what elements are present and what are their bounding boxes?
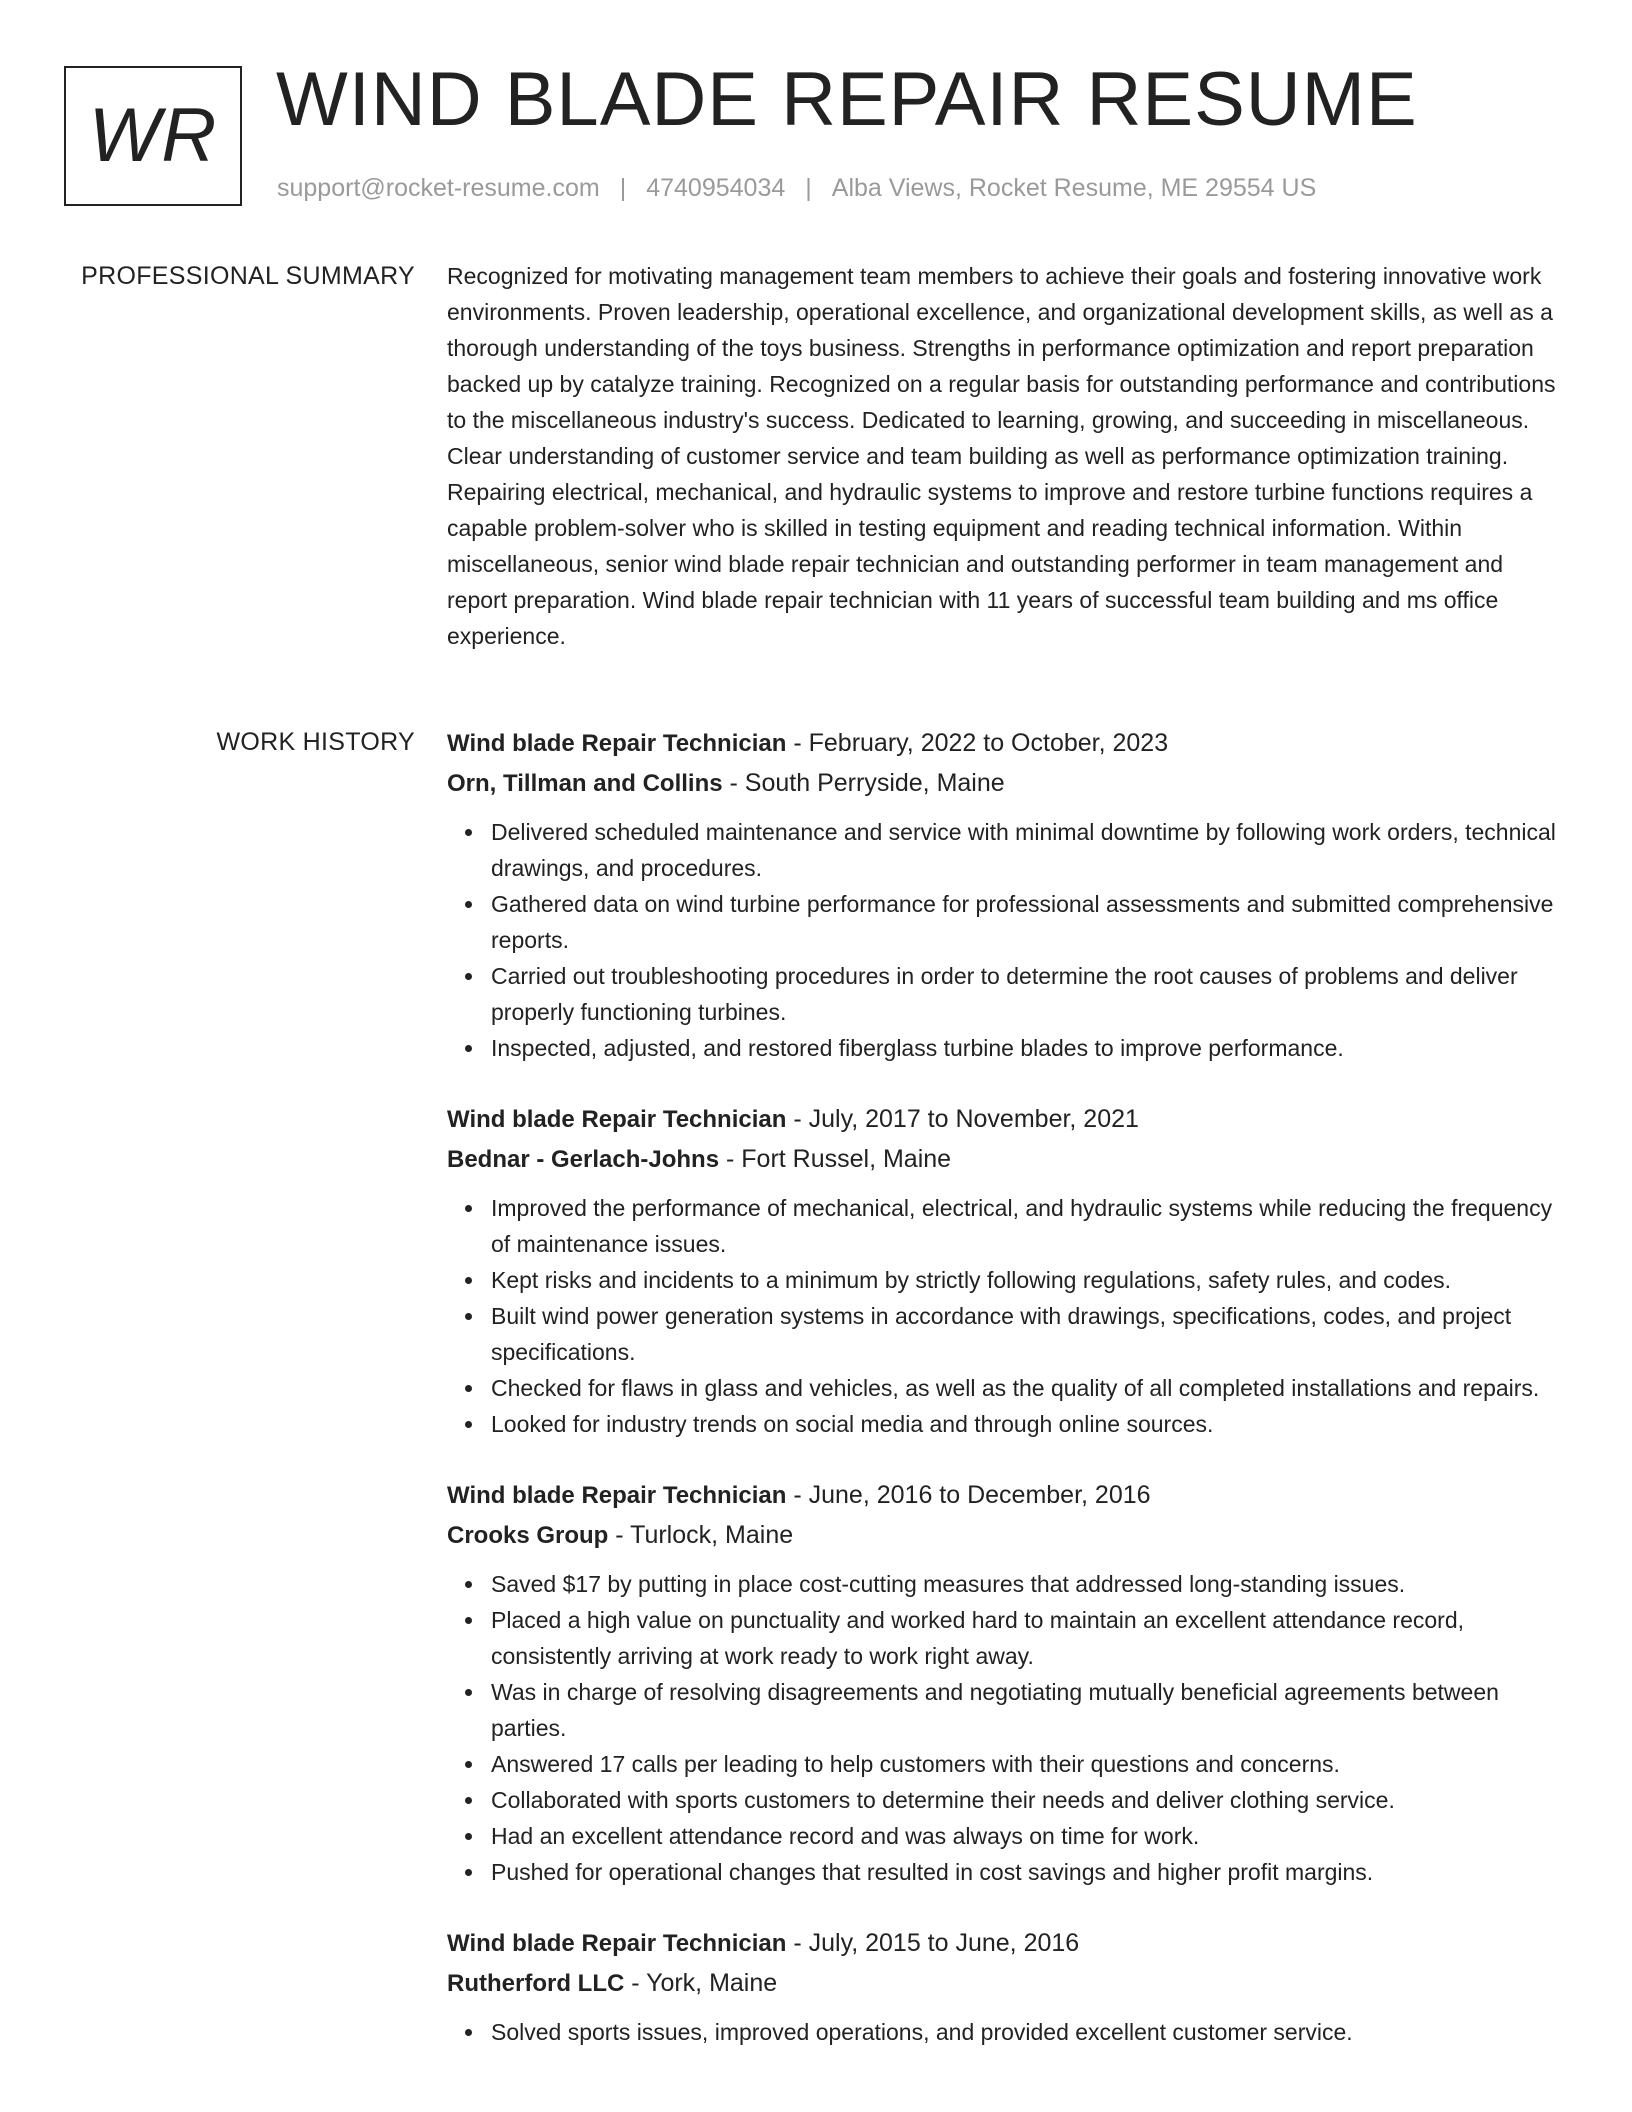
job-bullets [447,1190,1567,1442]
job-location: - Fort Russel, Maine [719,1145,952,1173]
job-company: Bednar - Gerlach-Johns [447,1146,720,1173]
job-company-line [447,1139,1567,1180]
job-bullet: Answered 17 calls per leading to help customers with their questions and concerns. [491,1746,1567,1782]
contact-phone: 4740954034 [646,174,786,202]
job-dates: - July, 2017 to November, 2021 [786,1105,1139,1133]
resume-title: WIND BLADE REPAIR RESUME [276,57,1418,142]
job-location: - York, Maine [624,1969,778,1997]
monogram-initials: WR [88,93,218,178]
job-company: Crooks Group [447,1522,609,1549]
job-title: Wind blade Repair Technician [447,730,787,757]
monogram-box [64,66,242,206]
job-bullet: Placed a high value on punctuality and worked hard to maintain an excellent attendance record, consistently arriving at work ready to work right away. [491,1602,1567,1674]
job-dates: - June, 2016 to December, 2016 [786,1481,1151,1509]
job-bullet: Looked for industry trends on social media and through online sources. [491,1406,1567,1442]
job-bullet: Built wind power generation systems in accordance with drawings, specifications, codes, and project specifications. [491,1298,1567,1370]
resume-header [64,57,1564,216]
job-bullet: Saved $17 by putting in place cost-cutting measures that addressed long-standing issues. [491,1566,1567,1602]
job-bullets [447,2014,1567,2050]
job-bullet: Solved sports issues, improved operations, and provided excellent customer service. [491,2014,1567,2050]
job-entry [447,1476,1567,1890]
job-bullet: Inspected, adjusted, and restored fiberglass turbine blades to improve performance. [491,1030,1567,1066]
job-bullet: Pushed for operational changes that resulted in cost savings and higher profit margins. [491,1854,1567,1890]
job-company-line [447,1963,1567,2004]
contact-email: support@rocket-resume.com [277,174,600,202]
job-bullet: Was in charge of resolving disagreements and negotiating mutually beneficial agreements between parties. [491,1674,1567,1746]
job-company-line [447,1515,1567,1556]
job-bullet: Improved the performance of mechanical, electrical, and hydraulic systems while reducing the frequency of maintenance issues. [491,1190,1567,1262]
job-entry [447,724,1567,1066]
job-bullet: Delivered scheduled maintenance and service with minimal downtime by following work orders, technical drawings, and procedures. [491,814,1567,886]
summary-heading: PROFESSIONAL SUMMARY [81,262,415,290]
job-entry [447,1924,1567,2050]
job-dates: - February, 2022 to October, 2023 [786,729,1169,757]
job-bullet: Gathered data on wind turbine performance for professional assessments and submitted comprehensive reports. [491,886,1567,958]
summary-body [447,258,1567,654]
job-bullet: Kept risks and incidents to a minimum by strictly following regulations, safety rules, and codes. [491,1262,1567,1298]
job-bullets [447,814,1567,1066]
job-bullet: Collaborated with sports customers to determine their needs and deliver clothing service. [491,1782,1567,1818]
contact-separator: | [805,174,812,202]
job-company: Rutherford LLC [447,1970,625,1997]
job-title-line [447,724,1567,763]
job-entry [447,1100,1567,1442]
job-dates: - July, 2015 to June, 2016 [786,1929,1080,1957]
job-company-line [447,763,1567,804]
summary-text: Recognized for motivating management team members to achieve their goals and fostering innovative work environments. Proven leadership, operational excellence, and organizational development skills, as well as a thorough understanding of the toys business. Strengths in performance optimization and report preparation backed up by catalyze training. Recognized on a regular basis for outstanding performance and contributions to the miscellaneous industry's success. Dedicated to learning, growing, and succeeding in miscellaneous. Clear understanding of customer service and team building as well as performance optimization training. Repairing electrical, mechanical, and hydraulic systems to improve and restore turbine functions requires a capable problem-solver who is skilled in testing equipment and reading technical information. Within miscellaneous, senior wind blade repair technician and outstanding performer in team management and report preparation. Wind blade repair technician with 11 years of successful team building and ms office experience. [447,263,1556,649]
job-title: Wind blade Repair Technician [447,1106,787,1133]
job-title: Wind blade Repair Technician [447,1482,787,1509]
work-history-heading: WORK HISTORY [216,728,415,756]
job-company: Orn, Tillman and Collins [447,770,723,797]
contact-line [277,174,1316,203]
job-location: - South Perryside, Maine [722,769,1005,797]
job-title: Wind blade Repair Technician [447,1930,787,1957]
contact-address: Alba Views, Rocket Resume, ME 29554 US [831,174,1317,202]
job-title-line [447,1476,1567,1515]
job-title-line [447,1924,1567,1963]
job-bullet: Checked for flaws in glass and vehicles, as well as the quality of all completed installations and repairs. [491,1370,1567,1406]
job-bullets [447,1566,1567,1890]
work-history-body [447,724,1567,2084]
contact-separator: | [619,174,627,202]
job-bullet: Had an excellent attendance record and was always on time for work. [491,1818,1567,1854]
job-title-line [447,1100,1567,1139]
job-bullet: Carried out troubleshooting procedures in order to determine the root causes of problems and deliver properly functioning turbines. [491,958,1567,1030]
job-location: - Turlock, Maine [608,1521,794,1549]
